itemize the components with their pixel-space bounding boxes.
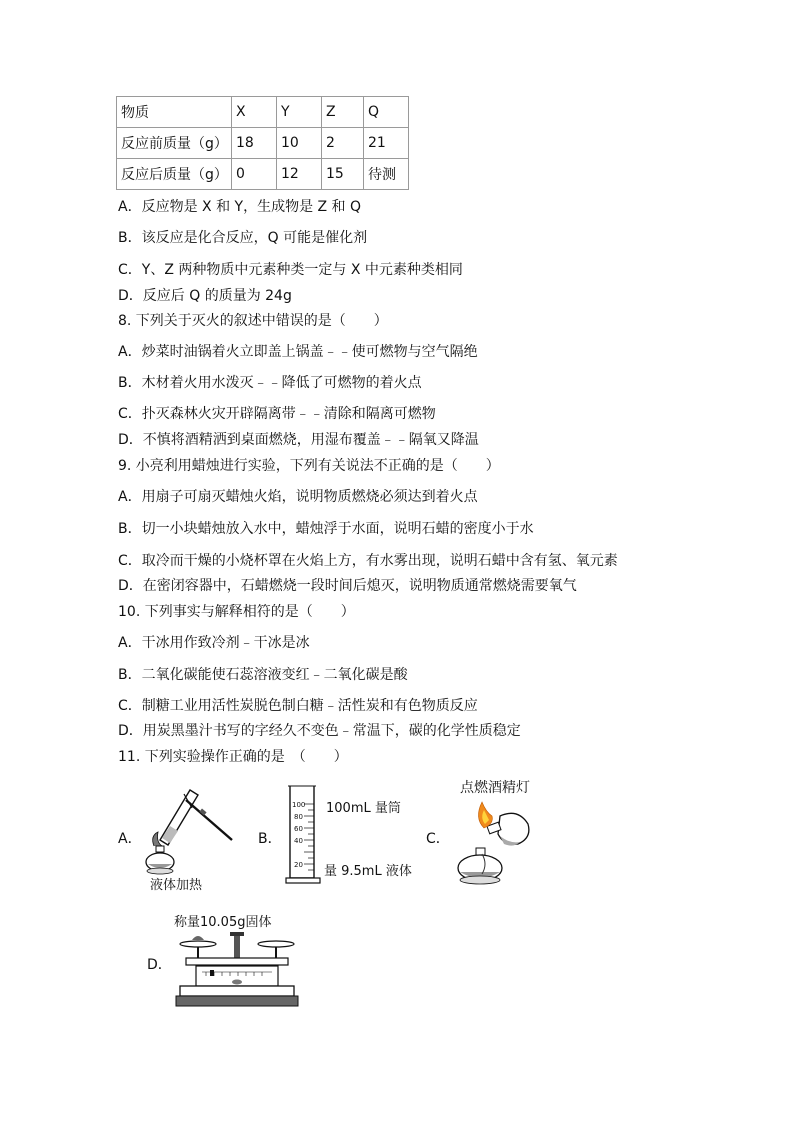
q9-option-d: D．在密闭容器中，石蜡燃烧一段时间后熄灭，说明物质通常燃烧需要氧气 [118,578,577,594]
q7-option-a: A．反应物是 X 和 Y，生成物是 Z 和 Q [118,199,362,215]
balance-icon [176,932,298,1006]
table-cell: 21 [364,128,409,159]
q9-option-a: A．用扇子可扇灭蜡烛火焰，说明物质燃烧必须达到着火点 [118,489,478,505]
q11-figure-c-caption: 点燃酒精灯 [460,780,530,796]
table-cell: 10 [277,128,322,159]
q11-figure-c-letter: C． [426,831,450,847]
q8-option-d: D．不慎将酒精洒到桌面燃烧，用湿布覆盖﹣﹣隔氧又降温 [118,432,479,448]
q10-option-b: B．二氧化碳能使石蕊溶液变红﹣二氧化碳是酸 [118,667,408,683]
balance-illustration [172,928,302,1012]
q8-stem: 8. 下列关于灭火的叙述中错误的是（ ） [118,313,388,329]
q10-option-d: D．用炭黑墨汁书写的字经久不变色﹣常温下，碳的化学性质稳定 [118,723,521,739]
test-tube-icon [160,790,198,845]
q10-option-a: A．干冰用作致冷剂﹣干冰是冰 [118,635,310,651]
table-row [117,97,409,128]
table-cell: X [232,97,277,128]
q10-option-c: C．制糖工业用活性炭脱色制白糖﹣活性炭和有色物质反应 [118,698,478,714]
table-cell: 15 [322,159,364,190]
q9-option-c: C．取冷而干燥的小烧杯罩在火焰上方，有水雾出现，说明石蜡中含有氢、氧元素 [118,553,618,569]
q11-figure-a-letter: A． [118,831,142,847]
q11-figure-b-caption-top: 100mL 量筒 [326,801,401,816]
q10-stem: 10. 下列事实与解释相符的是（ ） [118,604,355,620]
table-cell: Q [364,97,409,128]
alcohol-lamp-icon [487,813,529,845]
table-row [117,128,409,159]
table-cell: 反应前质量（g） [117,128,232,159]
table-cell: Y [277,97,322,128]
q11-stem: 11. 下列实验操作正确的是 （ ） [118,749,348,765]
cylinder-tick-label: 20 [294,861,303,869]
q8-option-a: A．炒菜时油锅着火立即盖上锅盖﹣﹣使可燃物与空气隔绝 [118,344,478,360]
q11-figure-b-letter: B． [258,831,282,847]
q11-figure-d-letter: D． [147,957,172,973]
graduated-cylinder-illustration [284,782,324,886]
mass-table [116,96,409,190]
heating-liquid-illustration [140,780,240,876]
alcohol-lamp-icon [458,848,502,884]
q8-option-c: C．扑灭森林火灾开辟隔离带﹣﹣清除和隔离可燃物 [118,406,436,422]
table-cell: 12 [277,159,322,190]
q7-option-d: D．反应后 Q 的质量为 24g [118,288,292,304]
cylinder-tick-label: 100 [292,801,306,809]
q7-option-c: C．Y、Z 两种物质中元素种类一定与 X 中元素种类相同 [118,262,463,278]
q11-figure-a-caption: 液体加热 [150,878,203,893]
table-cell: 2 [322,128,364,159]
lighting-lamp-illustration [448,798,538,890]
cylinder-tick-label: 40 [294,837,303,845]
table-cell: 反应后质量（g） [117,159,232,190]
q11-figure-d-caption: 称量10.05g固体 [174,915,272,930]
q9-stem: 9. 小亮利用蜡烛进行实验，下列有关说法不正确的是（ ） [118,458,500,474]
table-cell: 18 [232,128,277,159]
cylinder-tick-label: 80 [294,813,303,821]
table-cell: 待测 [364,159,409,190]
flame-icon [478,802,492,828]
table-cell: 物质 [117,97,232,128]
table-cell: 0 [232,159,277,190]
q7-option-b: B．该反应是化合反应，Q 可能是催化剂 [118,230,368,246]
q9-option-b: B．切一小块蜡烛放入水中，蜡烛浮于水面，说明石蜡的密度小于水 [118,521,534,537]
table-row [117,159,409,190]
q11-figure-b-caption-bottom: 量 9.5mL 液体 [324,864,412,879]
cylinder-tick-label: 60 [294,825,303,833]
table-cell: Z [322,97,364,128]
q8-option-b: B．木材着火用水泼灭﹣﹣降低了可燃物的着火点 [118,375,422,391]
